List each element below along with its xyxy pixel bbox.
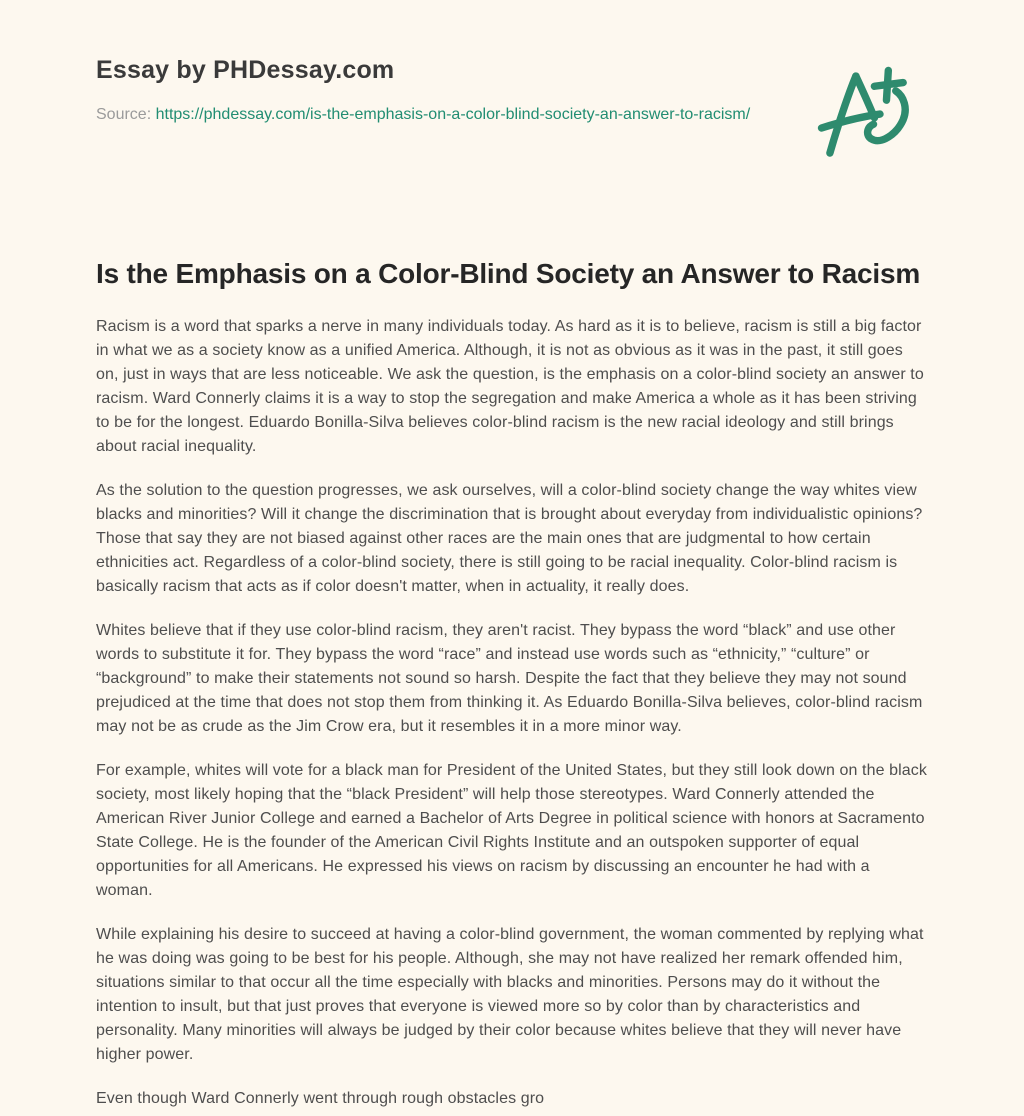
essay-paragraph: Whites believe that if they use color-blind racism, they aren't racist. They bypass the word “black” and use other words to substitute it for. They bypass the word “race” and instead use words such as “ethnicity,” “culture” or “background” to make their statements not sound so harsh. Despite the fact that they believe they may not sound prejudiced at the time that does not stop them from thinking it. As Eduardo Bonilla-Silva believes, color-blind racism may not be as crude as the Jim Crow era, but it resembles it in a more minor way. xyxy=(96,622,923,735)
essay-body xyxy=(96,315,928,1111)
source-link[interactable]: https://phdessay.com/is-the-emphasis-on-a-color-blind-society-an-answer-to-racism/ xyxy=(155,106,751,123)
source-label: Source: xyxy=(96,106,152,123)
essay-paragraph: Even though Ward Connerly went through rough obstacles gro xyxy=(96,1090,545,1107)
essay-paragraph: As the solution to the question progresses, we ask ourselves, will a color-blind society change the way whites view blacks and minorities? Will it change the discrimination that is brought about everyday from individualistic opinions? Those that say they are not biased against other races are the main ones that are judgmental to how certain ethnicities act. Regardless of a color-blind society, there is still going to be racial inequality. Color-blind racism is basically racism that acts as if color doesn't matter, when in actuality, it really does. xyxy=(96,482,923,595)
a-plus-logo-icon xyxy=(806,64,928,166)
header xyxy=(96,56,928,171)
source-line xyxy=(96,101,750,128)
phdessay-logo xyxy=(806,64,928,171)
header-text-block xyxy=(96,56,750,128)
site-title: Essay by PHDessay.com xyxy=(96,56,395,84)
essay-paragraph: For example, whites will vote for a black man for President of the United States, but they still look down on the black society, most likely hoping that the “black President” will help those stereotypes. Ward Connerly attended the American River Junior College and earned a Bachelor of Arts Degree in political science with honors at Sacramento State College. He is the founder of the American Civil Rights Institute and an outspoken supporter of equal opportunities for all Americans. He expressed his views on racism by discussing an encounter he had with a woman. xyxy=(96,762,927,899)
essay-title: Is the Emphasis on a Color-Blind Society an Answer to Racism xyxy=(96,258,921,289)
essay-paragraph: Racism is a word that sparks a nerve in many individuals today. As hard as it is to believe, racism is still a big factor in what we as a society know as a unified America. Although, it is not as obvious as it was in the past, it still goes on, just in ways that are less noticeable. We ask the question, is the emphasis on a color-blind society an answer to racism. Ward Connerly claims it is a way to stop the segregation and make America a whole as it has been striving to be for the longest. Eduardo Bonilla-Silva believes color-blind racism is the new racial ideology and still brings about racial inequality. xyxy=(96,318,924,455)
essay-paragraph: While explaining his desire to succeed at having a color-blind government, the woman commented by replying what he was doing was going to be best for his people. Although, she may not have realized her remark offended him, situations similar to that occur all the time especially with blacks and minorities. Persons may do it without the intention to insult, but that just proves that everyone is viewed more so by color than by characteristics and personality. Many minorities will always be judged by their color because whites believe that they will never have higher power. xyxy=(96,926,924,1063)
